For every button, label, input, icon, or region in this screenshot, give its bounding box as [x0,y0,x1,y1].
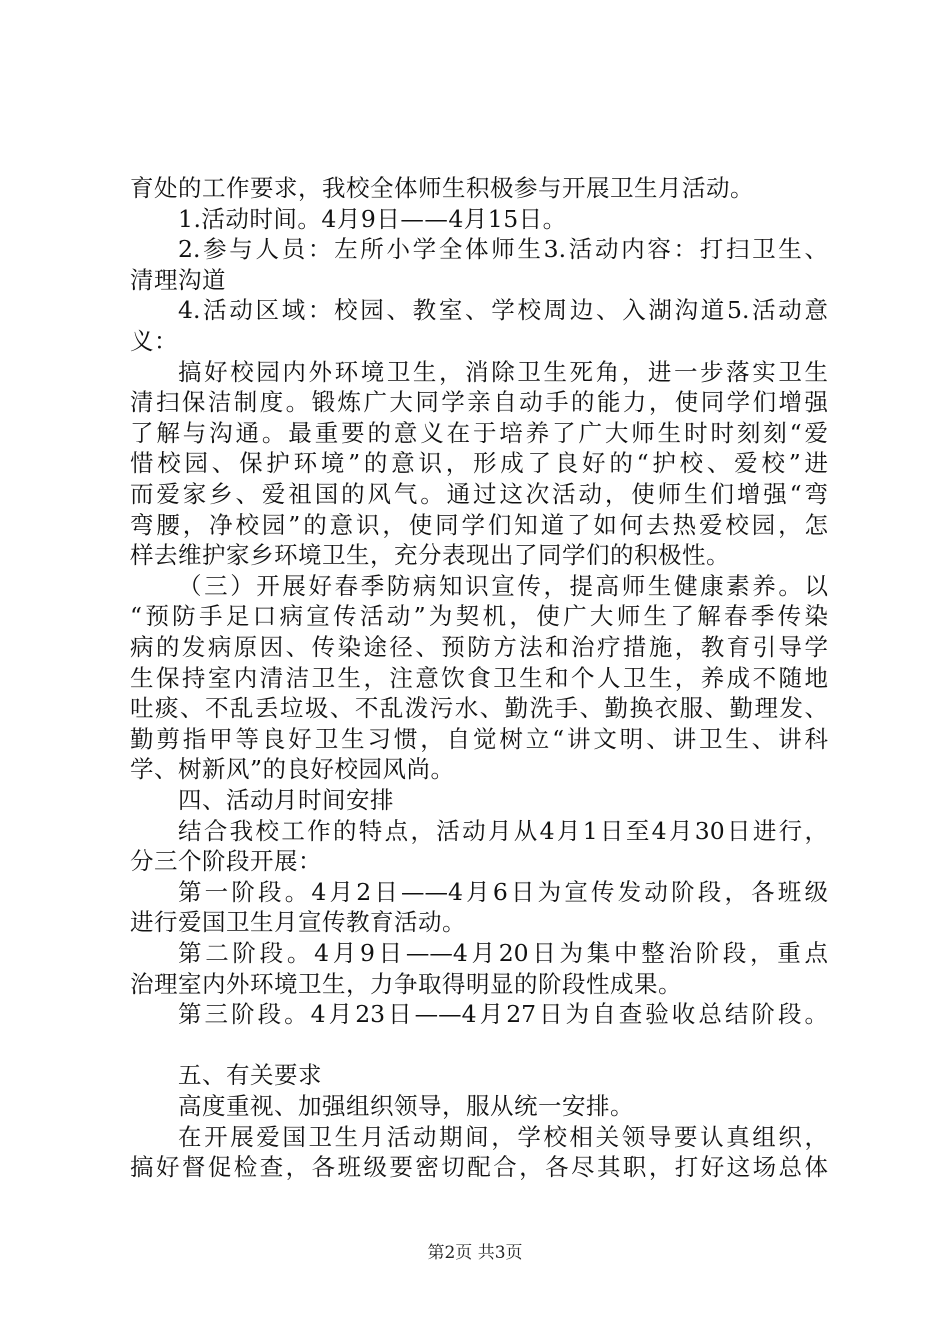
text-line: 搞好督促检查，各班级要密切配合，各尽其职，打好这场总体 [130,1153,828,1182]
text-line: （三）开展好春季防病知识宣传，提高师生健康素养。以 [178,571,828,600]
text-line: 高度重视、加强组织领导，服从统一安排。 [178,1092,634,1120]
text-line: 第一阶段。4月2日——4月6日为宣传发动阶段，各班级 [178,877,828,906]
page-footer: 第2页 共3页 [427,1243,523,1263]
text-line: 学、树新风”的良好校园风尚。 [130,755,455,784]
text-line: 2.参与人员：左所小学全体师生3.活动内容：打扫卫生、 [178,235,828,264]
text-line: 样去维护家乡环境卫生，充分表现出了同学们的积极性。 [130,541,730,570]
text-line: 分三个阶段开展： [130,847,322,876]
text-line: 生保持室内清洁卫生，注意饮食卫生和个人卫生，养成不随地 [130,663,828,692]
text-line: “预防手足口病宣传活动”为契机，使广大师生了解春季传染 [130,602,828,631]
text-line: 4.活动区域：校园、教室、学校周边、入湖沟道5.活动意 [178,296,828,325]
text-line: 五、有关要求 [178,1061,322,1090]
text-line: 而爱家乡、爱祖国的风气。通过这次活动，使师生们增强“弯 [130,480,828,508]
text-line: 清扫保洁制度。锻炼广大同学亲自动手的能力，使同学们增强 [130,388,828,417]
text-line: 治理室内外环境卫生，力争取得明显的阶段性成果。 [130,969,682,998]
text-line: 第二阶段。4月9日——4月20日为集中整治阶段，重点 [178,939,828,967]
text-line: 清理沟道 [130,265,226,294]
text-line: 了解与沟通。最重要的意义在于培养了广大师生时时刻刻“爱 [130,418,828,447]
text-line: 弯腰，净校园”的意识，使同学们知道了如何去热爱校园，怎 [130,510,828,539]
text-line: 搞好校园内外环境卫生，消除卫生死角，进一步落实卫生 [178,357,828,386]
text-line: 四、活动月时间安排 [178,786,394,814]
text-line: 病的发病原因、传染途径、预防方法和治疗措施，教育引导学 [130,633,828,661]
text-line: 结合我校工作的特点，活动月从4月1日至4月30日进行， [178,816,828,845]
text-line: 在开展爱国卫生月活动期间，学校相关领导要认真组织， [178,1122,828,1151]
text-line: 1.活动时间。4月9日——4月15日。 [178,204,567,233]
text-line: 义： [130,327,178,355]
text-line: 吐痰、不乱丢垃圾、不乱泼污水、勤洗手、勤换衣服、勤理发、 [130,694,828,723]
text-line: 育处的工作要求，我校全体师生积极参与开展卫生月活动。 [130,174,754,202]
text-line: 惜校园、保护环境”的意识，形成了良好的“护校、爱校”进 [130,449,828,478]
text-line: 进行爱国卫生月宣传教育活动。 [130,908,466,937]
text-line: 勤剪指甲等良好卫生习惯，自觉树立“讲文明、讲卫生、讲科 [130,724,828,753]
text-line: 第三阶段。4月23日——4月27日为自查验收总结阶段。 [178,1000,828,1029]
